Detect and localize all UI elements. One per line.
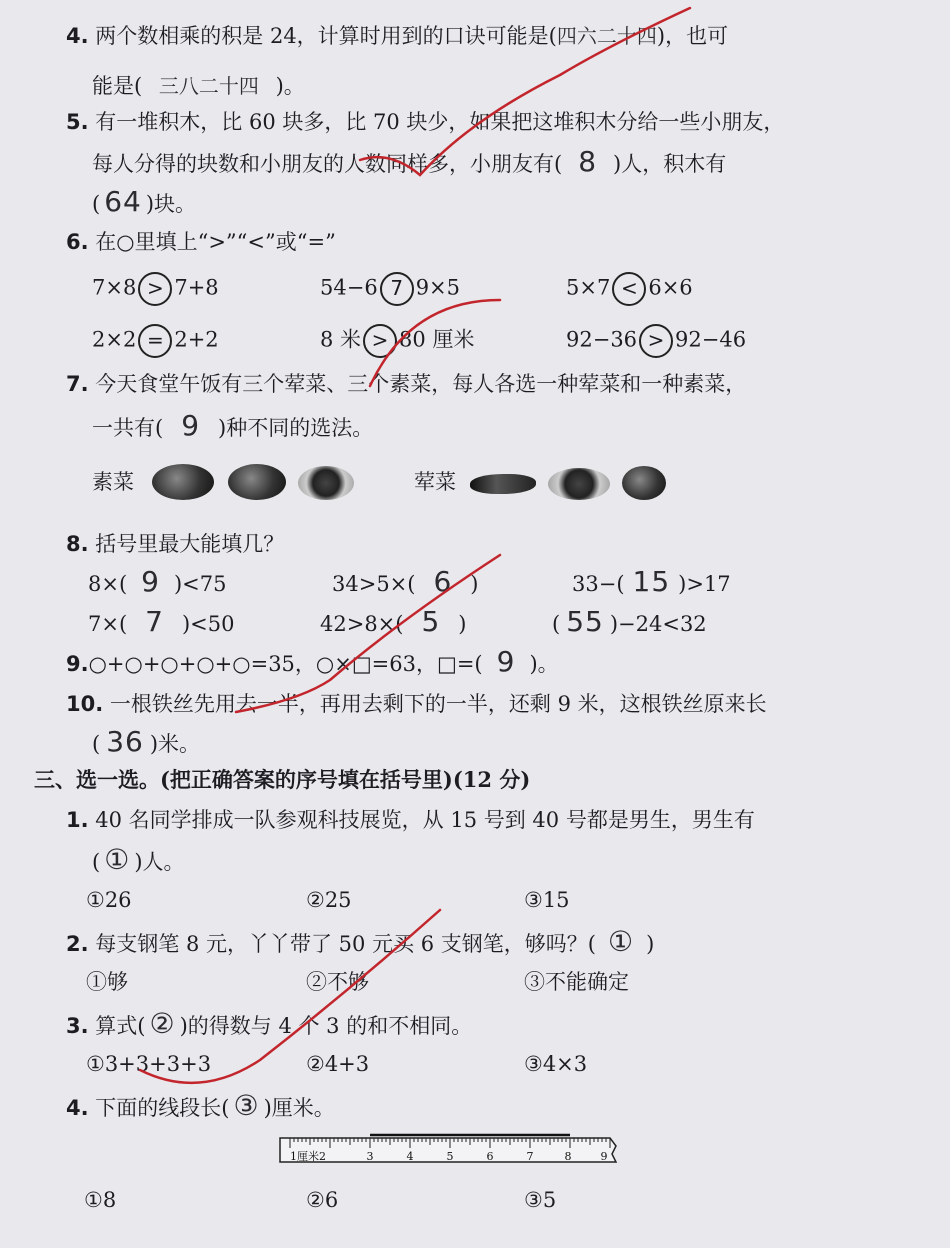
question-number: 1. [66,808,89,832]
q7-line2 [92,409,374,442]
meat-label: 荤菜 [414,470,456,494]
question-number: 4. [66,24,89,48]
q4-line1 [66,22,728,50]
question-text: 括号里最大能填几？ [95,532,285,556]
veg-dish-image [228,464,286,500]
answer-handwritten[interactable]: 15 [632,565,671,598]
expr: 8×( [88,572,128,596]
question-text: 下面的线段长( [95,1096,230,1120]
s1-line1 [66,806,755,834]
compare-circle[interactable]: > [363,324,397,358]
expr-right: 9×5 [415,275,461,300]
expr-left: 8 米 [320,327,362,352]
q8-title [66,530,284,558]
q6-item [320,324,474,358]
s4-line [66,1089,335,1122]
q6-item [566,324,746,358]
option[interactable]: ②4+3 [306,1052,370,1076]
question-text: )的得数与 4 个 3 的和不相同。 [179,1014,473,1038]
ruler-image [278,1132,618,1170]
answer-handwritten[interactable]: 三八二十四 [158,74,259,98]
answer-handwritten[interactable]: 36 [106,725,144,758]
answer-handwritten[interactable]: ① [607,925,635,958]
question-text: )种不同的选法。 [218,416,374,440]
question-text: 每人分得的块数和小朋友的人数同样多，小朋友有( [92,152,563,176]
q5-line2 [92,145,727,178]
q6-item [92,324,219,358]
expr: ) [470,572,479,596]
option[interactable]: ①够 [86,970,128,994]
expr: )<50 [181,612,235,636]
question-text: ) [646,932,655,956]
question-text: )人，积木有 [613,152,727,176]
option[interactable]: ①8 [84,1188,117,1212]
expr-right: 2+2 [174,327,219,352]
question-text: ( [92,732,101,756]
question-text: 一共有( [92,416,164,440]
expr-left: 7×8 [92,275,137,300]
answer-handwritten[interactable]: ③ [233,1089,260,1122]
question-text: 算式( [95,1014,146,1038]
q9-line [66,645,559,678]
compare-circle[interactable]: < [612,272,646,306]
answer-handwritten[interactable]: 9 [496,645,516,678]
q6-item [566,272,693,306]
meat-dish-image [548,468,610,500]
ruler-label: 9 [600,1150,608,1163]
q8-item [552,605,707,638]
ruler-label: 7 [526,1150,534,1163]
question-number: 6. [66,230,89,254]
q7-line1 [66,370,746,398]
s1-line2 [92,843,185,876]
veg-dish-image [298,466,354,500]
expr: 34>5×( [332,572,416,596]
expr: 7×( [88,612,128,636]
question-number: 4. [66,1096,89,1120]
compare-circle[interactable]: > [138,272,172,306]
expr: )−24<32 [609,612,707,636]
expr-left: 5×7 [566,275,611,300]
option[interactable]: ③4×3 [524,1052,588,1076]
veg-label: 素菜 [92,470,134,494]
answer-handwritten[interactable]: 四六二十四 [556,24,657,48]
s2-line [66,925,655,958]
answer-handwritten[interactable]: 7 [145,605,164,638]
q4-line2 [92,72,305,100]
question-text: )米。 [149,732,201,756]
question-text: 今天食堂午饭有三个荤菜、三个素菜，每人各选一种荤菜和一种素菜， [95,372,747,396]
expr-right: 92−46 [675,327,747,352]
expr-left: 2×2 [92,327,137,352]
question-text: 在○里填上“>”“<”或“=” [95,230,336,254]
answer-handwritten[interactable]: 9 [141,565,160,598]
q10-line2 [92,725,201,758]
veg-dish-image [152,464,214,500]
q8-item [320,605,467,638]
q6-item [320,272,460,306]
expr: 33−( [572,572,625,596]
q6-title [66,228,336,256]
q10-line1 [66,690,767,718]
question-number: 7. [66,372,89,396]
question-number: 2. [66,932,89,956]
ruler-label: 6 [486,1150,494,1163]
expr-left: 54−6 [320,275,378,300]
ruler-label: 4 [406,1150,414,1163]
expr-right: 7+8 [174,275,219,300]
question-text: 一根铁丝先用去一半，再用去剩下的一半，还剩 9 米，这根铁丝原来长 [109,692,767,716]
option[interactable]: ①3+3+3+3 [86,1052,212,1076]
question-text: ( [92,192,101,216]
option[interactable]: ②不够 [306,970,369,994]
question-text: )人。 [134,850,185,874]
answer-handwritten[interactable]: ① [104,843,131,876]
option[interactable]: ③5 [524,1188,557,1212]
answer-handwritten[interactable]: 8 [578,145,598,178]
question-text: )。 [529,652,559,676]
q6-item [92,272,219,306]
ruler-label: 8 [564,1150,572,1163]
q8-item [572,565,731,598]
question-text: ○+○+○+○+○=35，○×□=63，□=( [88,652,483,676]
question-number: 3. [66,1014,89,1038]
option[interactable]: ②6 [306,1188,339,1212]
section-heading: 三、选一选。(把正确答案的序号填在括号里)(12 分) [34,767,531,792]
option[interactable]: ②25 [306,888,352,912]
question-text: 40 名同学排成一队参观科技展览，从 15 号到 40 号都是男生，男生有 [95,808,755,832]
expr: 42>8×( [320,612,404,636]
question-text: 能是( [92,74,143,98]
ruler-label: 1厘米2 [290,1150,326,1163]
option[interactable]: ①26 [86,888,132,912]
expr: ) [458,612,467,636]
question-text: )，也可 [656,24,729,48]
expr: ( [552,612,561,636]
q8-item [88,605,235,638]
expr-left: 92−36 [566,327,638,352]
compare-circle[interactable]: = [138,324,172,358]
question-number: 8. [66,532,89,556]
answer-handwritten[interactable]: 64 [104,185,142,218]
answer-handwritten[interactable]: ② [149,1007,176,1040]
meat-dish-image [622,466,666,500]
expr: )>17 [678,572,731,596]
q5-line3 [92,185,197,218]
expr: )<75 [173,572,227,596]
question-text: )。 [275,74,305,98]
answer-handwritten[interactable]: 6 [433,565,453,598]
q8-item [88,565,227,598]
s3-line [66,1007,473,1040]
compare-circle[interactable]: > [639,324,673,358]
compare-circle[interactable]: 7 [380,272,414,306]
question-text: )厘米。 [263,1096,335,1120]
question-number: 9. [66,652,89,676]
option[interactable]: ③不能确定 [524,970,629,994]
q5-line1 [66,108,784,136]
question-text: )块。 [145,192,197,216]
q8-item [332,565,479,598]
answer-handwritten[interactable]: 5 [421,605,441,638]
question-text: ( [92,850,101,874]
option[interactable]: ③15 [524,888,570,912]
expr-right: 80 厘米 [399,327,475,352]
answer-handwritten[interactable]: 9 [181,409,201,442]
question-number: 10. [66,692,104,716]
answer-handwritten[interactable]: 55 [566,605,604,638]
question-text: 每支钢笔 8 元，丫丫带了 50 元买 6 支钢笔，够吗？( [95,932,596,956]
ruler-label: 5 [446,1150,454,1163]
meat-dish-image [470,474,536,494]
question-number: 5. [66,110,89,134]
question-text: 有一堆积木，比 60 块多，比 70 块少，如果把这堆积木分给一些小朋友， [95,110,785,134]
ruler-label: 3 [366,1150,374,1163]
question-text: 两个数相乘的积是 24，计算时用到的口诀可能是( [95,24,557,48]
expr-right: 6×6 [648,275,693,300]
